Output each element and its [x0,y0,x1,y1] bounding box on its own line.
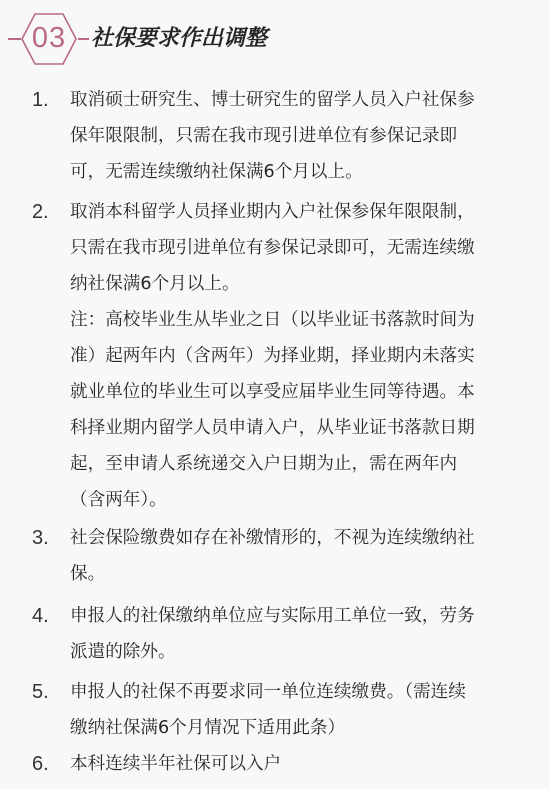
item-number: 1. [32,89,49,111]
item-text-line: 社会保险缴费如存在补缴情形的，不视为连续缴纳社 [70,528,475,548]
note-text-line: 准）起两年内（含两年）为择业期，择业期内未落实 [70,346,475,366]
section-number: 03 [31,22,67,54]
note-text-line: 注：高校毕业生从毕业之日（以毕业证书落款时间为 [70,310,475,330]
section-header [0,0,550,70]
header-dash-left [8,38,21,40]
item-number: 4. [32,605,49,627]
note-text-line: 科择业期内留学人员申请入户，从毕业证书落款日期 [70,418,475,438]
item-number: 5. [32,681,49,703]
item-text-line: 保。 [70,564,106,584]
item-number: 6. [32,753,49,775]
section-title: 社保要求作出调整 [91,26,268,51]
item-number: 2. [32,201,49,223]
note-text-line: 就业单位的毕业生可以享受应届毕业生同等待遇。本 [70,382,475,402]
item-text-line: 申报人的社保缴纳单位应与实际用工单位一致，劳务 [70,606,475,626]
item-text-line: 只需在我市现引进单位有参保记录即可，无需连续缴 [70,238,475,258]
item-text-line: 保年限限制，只需在我市现引进单位有参保记录即 [70,126,458,146]
item-text-line: 派遣的除外。 [70,642,176,662]
note-text-line: （含两年）。 [70,490,167,510]
note-text-line: 起，至申请人系统递交入户日期为止，需在两年内 [70,454,458,474]
item-text-line: 取消本科留学人员择业期内入户社保参保年限限制， [70,202,475,222]
item-number: 3. [32,527,49,549]
item-text-line: 可，无需连续缴纳社保满6个月以上。 [70,162,363,182]
item-text-line: 纳社保满6个月以上。 [70,274,240,294]
item-text-line: 缴纳社保满6个月情况下适用此条） [70,718,346,738]
item-text-line: 取消硕士研究生、博士研究生的留学人员入户社保参 [70,90,475,110]
item-text-line: 申报人的社保不再要求同一单位连续缴费。（需连续 [70,682,466,702]
header-dash-right [78,38,89,40]
item-text-line: 本科连续半年社保可以入户 [70,754,282,774]
